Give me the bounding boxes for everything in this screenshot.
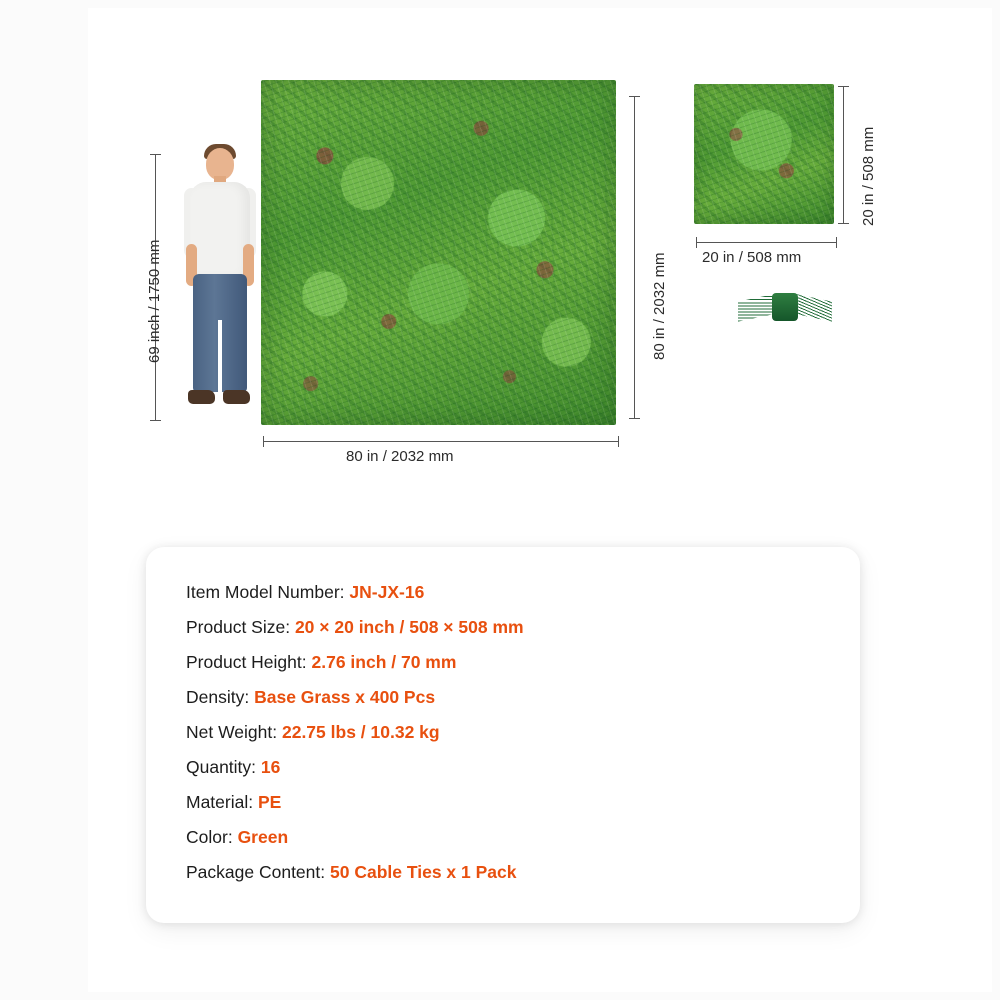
single-panel-edge-texture <box>694 84 834 224</box>
dimension-diagram <box>88 8 992 528</box>
person-height-cap-bottom <box>150 420 161 421</box>
spec-row <box>186 785 836 820</box>
big-panel-height-line <box>634 96 635 418</box>
big-panel-width-cap-left <box>263 436 264 447</box>
spec-label: Product Height: <box>186 652 307 672</box>
spec-label: Material: <box>186 792 254 812</box>
small-panel-height-cap-bottom <box>838 223 849 224</box>
spec-row <box>186 610 836 645</box>
big-panel-width-cap-right <box>618 436 619 447</box>
single-panel-tile-image <box>694 84 834 224</box>
assembled-panel-wall-image <box>261 80 616 425</box>
spec-value: Base Grass x 400 Pcs <box>254 687 436 707</box>
spec-label: Net Weight: <box>186 722 278 742</box>
spec-value: PE <box>257 792 282 812</box>
big-panel-width-line <box>263 441 618 442</box>
small-panel-width-label: 20 in / 508 mm <box>702 249 802 266</box>
spec-label: Color: <box>186 827 233 847</box>
small-panel-height-cap-top <box>838 86 849 87</box>
spec-label: Package Content: <box>186 862 326 882</box>
spec-row <box>186 855 836 890</box>
spec-label: Product Size: <box>186 617 291 637</box>
small-panel-width-line <box>696 242 836 243</box>
spec-value: 16 <box>260 757 281 777</box>
person-shoe-right <box>223 390 250 404</box>
specification-list <box>186 575 836 890</box>
spec-row <box>186 680 836 715</box>
spec-value: 2.76 inch / 70 mm <box>311 652 457 672</box>
spec-label: Item Model Number: <box>186 582 345 602</box>
small-panel-width-cap-right <box>836 237 837 248</box>
spec-label: Quantity: <box>186 757 257 777</box>
big-panel-height-cap-bottom <box>629 418 640 419</box>
person-shoe-left <box>188 390 215 404</box>
scale-reference-person <box>174 144 266 424</box>
big-panel-height-cap-top <box>629 96 640 97</box>
spec-row <box>186 750 836 785</box>
spec-value: 20 × 20 inch / 508 × 508 mm <box>294 617 524 637</box>
cable-ties-bundle-icon <box>738 291 834 331</box>
specification-card <box>146 547 860 923</box>
panel-edge-texture <box>261 80 616 425</box>
spec-row <box>186 645 836 680</box>
person-leg-gap <box>218 320 222 392</box>
spec-row <box>186 715 836 750</box>
spec-row <box>186 575 836 610</box>
person-height-cap-top <box>150 154 161 155</box>
spec-value: 50 Cable Ties x 1 Pack <box>330 862 517 882</box>
spec-value: 22.75 lbs / 10.32 kg <box>281 722 440 742</box>
small-panel-height-line <box>843 86 844 223</box>
big-panel-height-label: 80 in / 2032 mm <box>651 252 668 360</box>
spec-label: Density: <box>186 687 250 707</box>
spec-row <box>186 820 836 855</box>
person-shirt <box>190 182 250 278</box>
cable-ties-band <box>772 293 798 321</box>
small-panel-width-cap-left <box>696 237 697 248</box>
spec-value: JN-JX-16 <box>349 582 425 602</box>
small-panel-height-label: 20 in / 508 mm <box>860 126 877 226</box>
person-height-label: 69 inch / 1750 mm <box>146 239 163 363</box>
spec-value: Green <box>237 827 289 847</box>
big-panel-width-label: 80 in / 2032 mm <box>346 448 454 465</box>
